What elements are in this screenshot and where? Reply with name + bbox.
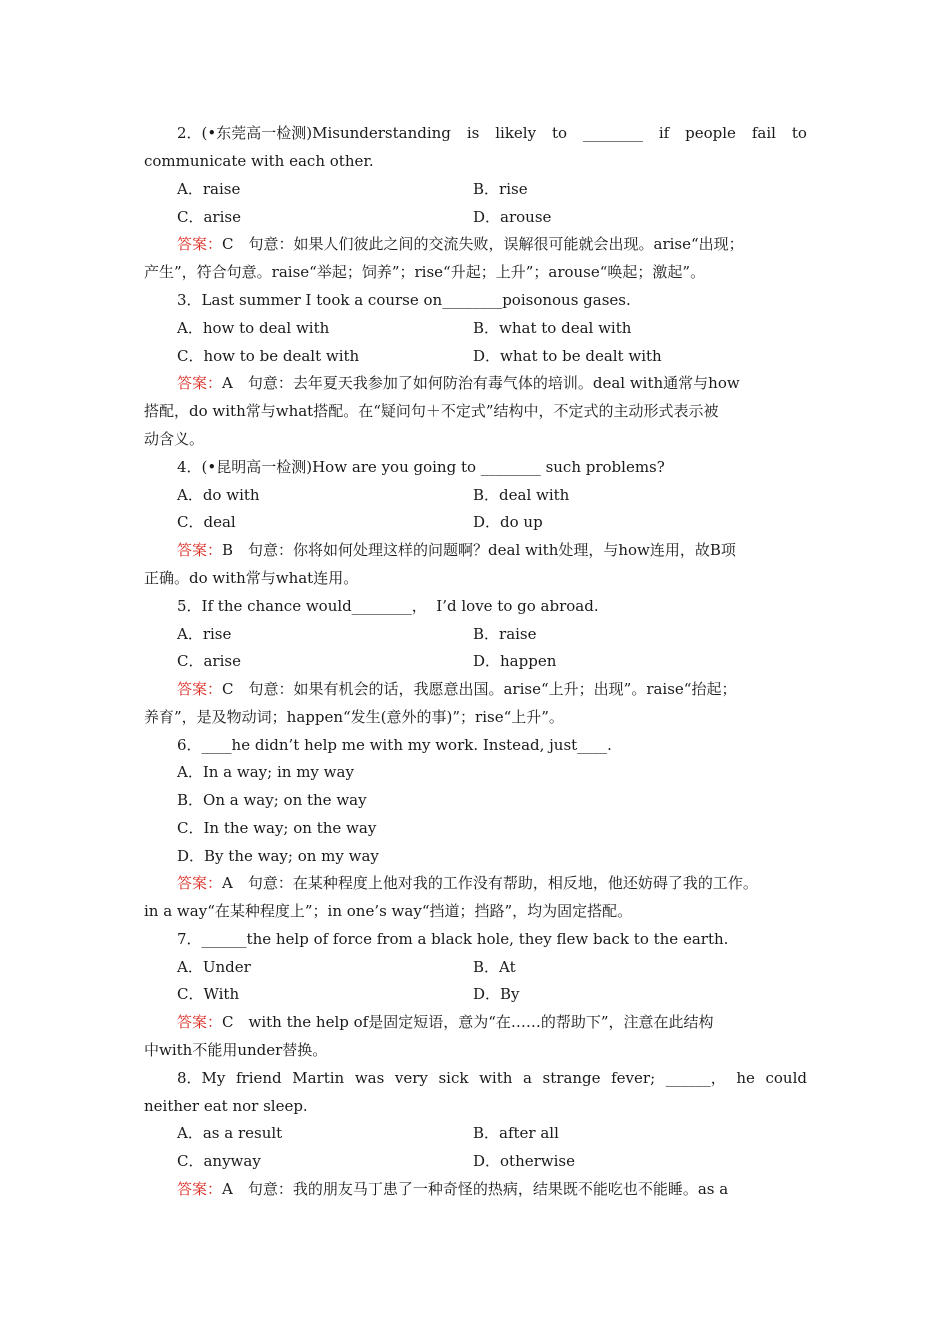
question-6-answer-line-1 — [177, 873, 758, 893]
word: is — [466, 124, 480, 142]
question-5-option-b: B．raise — [473, 625, 537, 643]
word: friend — [235, 1069, 282, 1087]
question-5-option-d: D．happen — [473, 652, 557, 670]
question-3-answer-line-3: 动含义。 — [144, 430, 205, 448]
word: if — [658, 124, 670, 142]
question-2-answer-line-2: 产生”，符合句意。raise“举起；饲养”；rise“升起；上升”；arouse“唤起；激起”。 — [144, 263, 706, 281]
question-2-answer-line-1 — [177, 234, 744, 254]
answer-text: B 句意：你将如何处理这样的问题啊？deal with处理，与how连用，故B项 — [222, 541, 736, 559]
word: Martin — [292, 1069, 345, 1087]
word: a — [523, 1069, 532, 1087]
question-2-option-c: C．arise — [177, 208, 241, 226]
question-8-line-1 — [177, 1068, 807, 1088]
question-7-option-c: C．With — [177, 985, 240, 1003]
answer-label: 答案： — [177, 1180, 223, 1198]
answer-label: 答案： — [177, 235, 223, 253]
word: likely — [495, 124, 537, 142]
question-3-line-1: 3．Last summer I took a course on________poisonous gases. — [177, 291, 631, 309]
question-5-answer-line-2: 养育”，是及物动词；happen“发生(意外的事)”；rise“上升”。 — [144, 708, 564, 726]
question-3-answer-line-1 — [177, 373, 740, 393]
question-8-line-2: neither eat nor sleep. — [144, 1097, 308, 1115]
question-4-option-b: B．deal with — [473, 486, 570, 504]
word: fever; — [611, 1069, 656, 1087]
question-5-answer-line-1 — [177, 679, 736, 699]
word: he — [736, 1069, 755, 1087]
question-2-option-d: D．arouse — [473, 208, 552, 226]
answer-text: A 句意：在某种程度上他对我的工作没有帮助，相反地，他还妨碍了我的工作。 — [222, 874, 758, 892]
question-4-option-c: C．deal — [177, 513, 236, 531]
answer-label: 答案： — [177, 374, 223, 392]
question-8-option-b: B．after all — [473, 1124, 559, 1142]
question-3-option-a: A．how to deal with — [177, 319, 330, 337]
question-7-option-d: D．By — [473, 985, 520, 1003]
word: 2．(•东莞高一检测)Misunderstanding — [177, 124, 451, 142]
question-3-option-d: D．what to be dealt with — [473, 347, 662, 365]
question-7-answer-line-1 — [177, 1012, 714, 1032]
word: to — [791, 124, 807, 142]
question-4-answer-line-1 — [177, 540, 736, 560]
question-7-option-a: A．Under — [177, 958, 251, 976]
question-8-answer-line-1 — [177, 1179, 728, 1199]
question-2-line-1 — [177, 123, 807, 143]
word: sick — [438, 1069, 469, 1087]
answer-text: C with the help of是固定短语，意为“在……的帮助下”，注意在此结构 — [222, 1013, 714, 1031]
question-7-line-1: 7．______the help of force from a black hole, they flew back to the earth. — [177, 930, 729, 948]
question-4-answer-line-2: 正确。do with常与what连用。 — [144, 569, 359, 587]
word: was — [354, 1069, 385, 1087]
answer-label: 答案： — [177, 1013, 223, 1031]
answer-label: 答案： — [177, 541, 223, 559]
word: ________ — [582, 124, 643, 142]
word: people — [685, 124, 736, 142]
question-4-line-1: 4．(•昆明高一检测)How are you going to ________ such problems? — [177, 458, 665, 476]
word: very — [394, 1069, 428, 1087]
question-5-line-1: 5．If the chance would________， I’d love to go abroad. — [177, 597, 599, 615]
question-4-option-d: D．do up — [473, 513, 543, 531]
question-6-option-d: D．By the way; on my way — [177, 847, 379, 865]
question-7-answer-line-2: 中with不能用under替换。 — [144, 1041, 328, 1059]
question-6-option-a: A．In a way; in my way — [177, 763, 354, 781]
question-7-option-b: B．At — [473, 958, 516, 976]
question-8-option-d: D．otherwise — [473, 1152, 576, 1170]
word: with — [479, 1069, 513, 1087]
question-6-option-c: C．In the way; on the way — [177, 819, 377, 837]
question-4-option-a: A．do with — [177, 486, 260, 504]
question-3-option-b: B．what to deal with — [473, 319, 632, 337]
answer-text: C 句意：如果人们彼此之间的交流失败，误解很可能就会出现。arise“出现； — [222, 235, 744, 253]
question-2-option-b: B．rise — [473, 180, 528, 198]
question-6-line-1: 6．____he didn’t help me with my work. Instead, just____. — [177, 736, 612, 754]
answer-text: A 句意：我的朋友马丁患了一种奇怪的热病，结果既不能吃也不能睡。as a — [222, 1180, 729, 1198]
question-5-option-a: A．rise — [177, 625, 232, 643]
question-5-option-c: C．arise — [177, 652, 241, 670]
question-2-line-2: communicate with each other. — [144, 152, 374, 170]
question-6-answer-line-2: in a way“在某种程度上”；in one’s way“挡道；挡路”，均为固定搭配。 — [144, 902, 633, 920]
word: fail — [751, 124, 776, 142]
question-2-option-a: A．raise — [177, 180, 241, 198]
answer-label: 答案： — [177, 874, 223, 892]
question-3-answer-line-2: 搭配，do with常与what搭配。在“疑问句＋不定式”结构中，不定式的主动形式表示被 — [144, 402, 719, 420]
question-8-option-a: A．as a result — [177, 1124, 283, 1142]
word: ______， — [665, 1069, 726, 1087]
answer-label: 答案： — [177, 680, 223, 698]
word: strange — [542, 1069, 601, 1087]
answer-text: C 句意：如果有机会的话，我愿意出国。arise“上升；出现”。raise“抬起； — [222, 680, 737, 698]
question-3-option-c: C．how to be dealt with — [177, 347, 360, 365]
question-8-option-c: C．anyway — [177, 1152, 261, 1170]
word: could — [765, 1069, 807, 1087]
word: to — [551, 124, 568, 142]
word: 8．My — [177, 1069, 226, 1087]
answer-text: A 句意：去年夏天我参加了如何防治有毒气体的培训。deal with通常与how — [222, 374, 740, 392]
question-6-option-b: B．On a way; on the way — [177, 791, 367, 809]
